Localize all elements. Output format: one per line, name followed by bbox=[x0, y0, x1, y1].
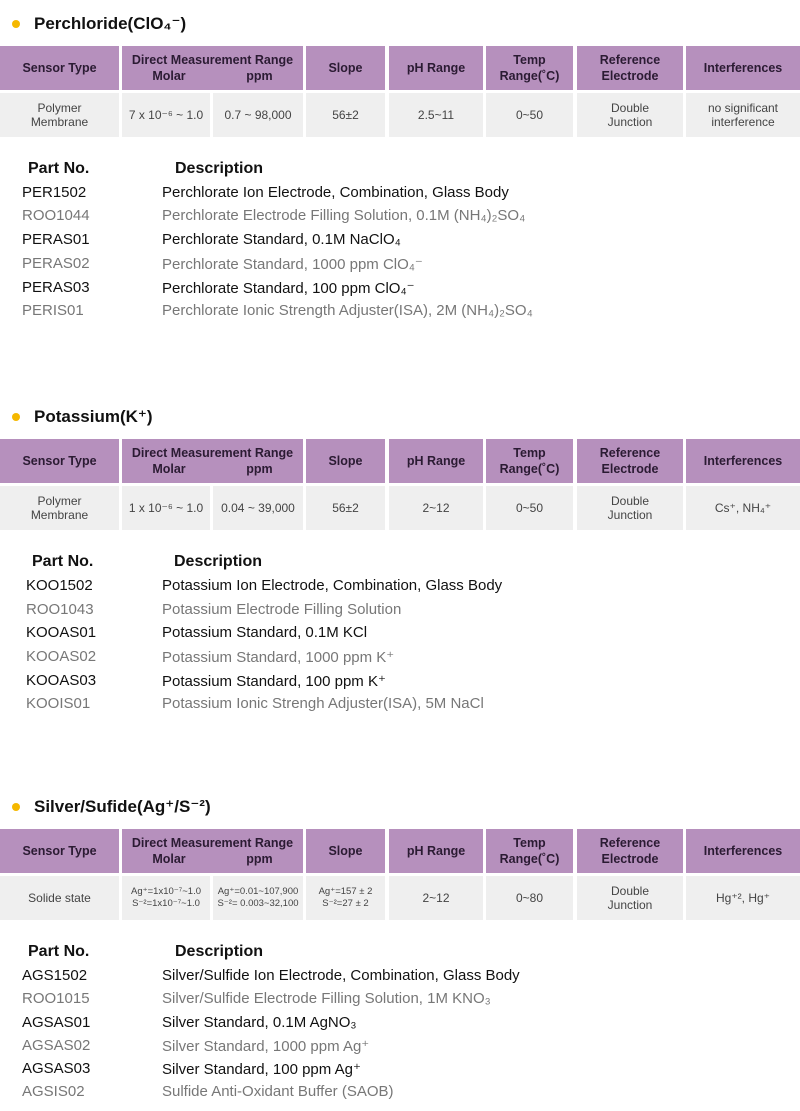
table-row bbox=[0, 601, 800, 624]
table-row bbox=[0, 624, 800, 647]
part-description: Potassium Ionic Strengh Adjuster(ISA), 5M NaCl bbox=[162, 695, 484, 712]
section-title bbox=[12, 795, 211, 819]
header-sensor-type: Sensor Type bbox=[0, 829, 119, 873]
section-title-text: Potassium(K⁺) bbox=[34, 407, 153, 426]
parts-header-description: Description bbox=[174, 553, 263, 570]
section-title bbox=[12, 12, 186, 36]
parts-header-part-no: Part No. bbox=[32, 553, 94, 570]
table-row bbox=[0, 255, 800, 278]
cell-interferences: Hg⁺², Hg⁺ bbox=[686, 876, 800, 920]
table-row bbox=[0, 695, 800, 718]
header-temp-range: Temp Range(˚C) bbox=[486, 46, 573, 90]
cell-molar: Ag⁺=1x10⁻⁷~1.0 S⁻²=1x10⁻⁷~1.0 bbox=[122, 876, 210, 920]
bullet-icon bbox=[12, 413, 20, 421]
header-range: Direct Measurement Range Molar ppm bbox=[122, 439, 303, 483]
part-number: ROO1044 bbox=[22, 207, 90, 224]
parts-header-description: Description bbox=[175, 160, 264, 177]
cell-temp-range: 0~50 bbox=[486, 486, 573, 530]
part-number: AGSIS02 bbox=[22, 1083, 85, 1100]
cell-ph-range: 2.5~11 bbox=[389, 93, 483, 137]
header-temp-range: Temp Range(˚C) bbox=[486, 829, 573, 873]
table-row bbox=[0, 1083, 800, 1106]
table-row bbox=[0, 207, 800, 230]
part-number: AGSAS01 bbox=[22, 1014, 91, 1031]
section-title bbox=[12, 405, 153, 429]
bullet-icon bbox=[12, 20, 20, 28]
part-number: KOOAS03 bbox=[26, 672, 97, 689]
part-number: AGSAS03 bbox=[22, 1060, 91, 1077]
part-number: KOOAS01 bbox=[26, 624, 97, 641]
table-row bbox=[0, 1014, 800, 1037]
part-number: KOOAS02 bbox=[26, 648, 97, 665]
table-row bbox=[0, 1060, 800, 1083]
spec-table bbox=[0, 829, 800, 925]
part-number: PERAS03 bbox=[22, 279, 90, 296]
spec-table bbox=[0, 439, 800, 535]
part-description: Potassium Standard, 0.1M KCl bbox=[162, 624, 368, 641]
part-description: Perchlorate Ion Electrode, Combination, Glass Body bbox=[162, 184, 509, 201]
part-number: KOOIS01 bbox=[26, 695, 91, 712]
cell-sensor-type: Polymer Membrane bbox=[0, 93, 119, 137]
header-reference-electrode: Reference Electrode bbox=[577, 829, 683, 873]
table-row bbox=[0, 967, 800, 990]
part-description: Silver/Sulfide Electrode Filling Solution, 1M KNO₃ bbox=[162, 990, 491, 1007]
part-description: Perchlorate Standard, 0.1M NaClO₄ bbox=[162, 231, 401, 248]
header-ph-range: pH Range bbox=[389, 439, 483, 483]
cell-slope: 56±2 bbox=[306, 486, 385, 530]
table-row bbox=[0, 184, 800, 207]
part-number: AGSAS02 bbox=[22, 1037, 91, 1054]
part-number: PERAS01 bbox=[22, 231, 90, 248]
table-row bbox=[0, 279, 800, 302]
part-description: Silver Standard, 100 ppm Ag⁺ bbox=[162, 1061, 361, 1078]
header-temp-range: Temp Range(˚C) bbox=[486, 439, 573, 483]
table-row bbox=[0, 577, 800, 600]
header-reference-electrode: Reference Electrode bbox=[577, 439, 683, 483]
part-description: Potassium Electrode Filling Solution bbox=[162, 601, 402, 618]
part-description: Sulfide Anti-Oxidant Buffer (SAOB) bbox=[162, 1083, 394, 1100]
part-description: Perchlorate Standard, 100 ppm ClO₄⁻ bbox=[162, 280, 415, 297]
header-sensor-type: Sensor Type bbox=[0, 439, 119, 483]
cell-ppm: 0.04 ~ 39,000 bbox=[213, 486, 303, 530]
table-row bbox=[0, 672, 800, 695]
cell-reference-electrode: Double Junction bbox=[577, 93, 683, 137]
table-row bbox=[0, 1037, 800, 1060]
header-interferences: Interferences bbox=[686, 46, 800, 90]
header-slope: Slope bbox=[306, 829, 385, 873]
part-description: Potassium Ion Electrode, Combination, Glass Body bbox=[162, 577, 503, 594]
bullet-icon bbox=[12, 803, 20, 811]
spec-table bbox=[0, 46, 800, 142]
cell-ph-range: 2~12 bbox=[389, 876, 483, 920]
part-description: Silver Standard, 1000 ppm Ag⁺ bbox=[162, 1038, 370, 1055]
part-description: Perchlorate Ionic Strength Adjuster(ISA), 2M (NH₄)₂SO₄ bbox=[162, 302, 533, 319]
header-slope: Slope bbox=[306, 439, 385, 483]
cell-ph-range: 2~12 bbox=[389, 486, 483, 530]
parts-header-part-no: Part No. bbox=[28, 160, 90, 177]
cell-molar: 1 x 10⁻⁶ ~ 1.0 bbox=[122, 486, 210, 530]
part-description: Silver Standard, 0.1M AgNO₃ bbox=[162, 1014, 357, 1031]
header-sensor-type: Sensor Type bbox=[0, 46, 119, 90]
part-description: Silver/Sulfide Ion Electrode, Combination, Glass Body bbox=[162, 967, 520, 984]
cell-interferences: Cs⁺, NH₄⁺ bbox=[686, 486, 800, 530]
section-title-text: Silver/Sufide(Ag⁺/S⁻²) bbox=[34, 797, 211, 816]
cell-slope: Ag⁺=157 ± 2 S⁻²=27 ± 2 bbox=[306, 876, 385, 920]
header-interferences: Interferences bbox=[686, 829, 800, 873]
table-row bbox=[0, 302, 800, 325]
cell-reference-electrode: Double Junction bbox=[577, 486, 683, 530]
header-ph-range: pH Range bbox=[389, 829, 483, 873]
part-number: ROO1015 bbox=[22, 990, 90, 1007]
cell-molar: 7 x 10⁻⁶ ~ 1.0 bbox=[122, 93, 210, 137]
part-number: KOO1502 bbox=[26, 577, 93, 594]
part-number: PERAS02 bbox=[22, 255, 90, 272]
cell-temp-range: 0~50 bbox=[486, 93, 573, 137]
cell-reference-electrode: Double Junction bbox=[577, 876, 683, 920]
cell-slope: 56±2 bbox=[306, 93, 385, 137]
header-range: Direct Measurement Range Molar ppm bbox=[122, 829, 303, 873]
part-description: Potassium Standard, 100 ppm K⁺ bbox=[162, 673, 386, 690]
cell-interferences: no significant interference bbox=[686, 93, 800, 137]
part-number: PER1502 bbox=[22, 184, 87, 201]
cell-sensor-type: Solide state bbox=[0, 876, 119, 920]
table-row bbox=[0, 648, 800, 671]
header-range: Direct Measurement Range Molar ppm bbox=[122, 46, 303, 90]
part-description: Perchlorate Standard, 1000 ppm ClO₄⁻ bbox=[162, 256, 423, 273]
cell-sensor-type: Polymer Membrane bbox=[0, 486, 119, 530]
table-row bbox=[0, 231, 800, 254]
part-description: Potassium Standard, 1000 ppm K⁺ bbox=[162, 649, 395, 666]
parts-header-part-no: Part No. bbox=[28, 943, 90, 960]
section-title-text: Perchloride(ClO₄⁻) bbox=[34, 14, 187, 33]
cell-ppm: Ag⁺=0.01~107,900 S⁻²= 0.003~32,100 bbox=[213, 876, 303, 920]
cell-temp-range: 0~80 bbox=[486, 876, 573, 920]
header-ph-range: pH Range bbox=[389, 46, 483, 90]
header-interferences: Interferences bbox=[686, 439, 800, 483]
part-number: ROO1043 bbox=[26, 601, 94, 618]
table-row bbox=[0, 990, 800, 1013]
header-reference-electrode: Reference Electrode bbox=[577, 46, 683, 90]
header-slope: Slope bbox=[306, 46, 385, 90]
parts-header-description: Description bbox=[175, 943, 264, 960]
part-description: Perchlorate Electrode Filling Solution, 0.1M (NH₄)₂SO₄ bbox=[162, 207, 526, 224]
part-number: AGS1502 bbox=[22, 967, 88, 984]
cell-ppm: 0.7 ~ 98,000 bbox=[213, 93, 303, 137]
part-number: PERIS01 bbox=[22, 302, 84, 319]
